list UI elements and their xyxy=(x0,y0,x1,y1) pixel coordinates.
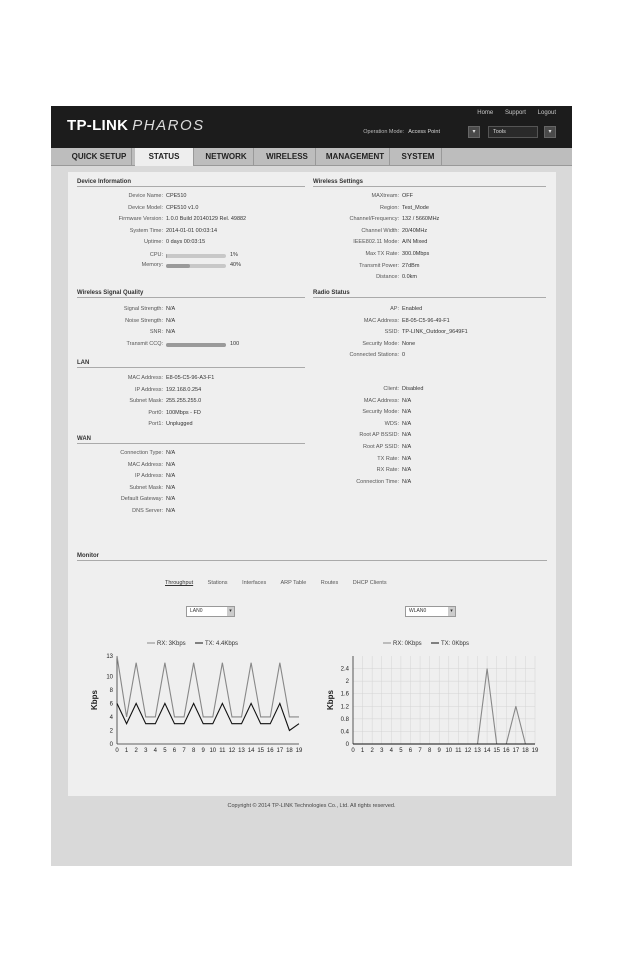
y-tick-label: 0.4 xyxy=(340,729,349,736)
lan-label: Port0: xyxy=(148,409,163,416)
x-tick-label: 15 xyxy=(493,748,501,754)
tab-management[interactable]: MANAGEMENT xyxy=(321,148,390,165)
transmit-ccq-label: Transmit CCQ: xyxy=(126,341,163,347)
device-info-label: Device Model: xyxy=(128,204,163,211)
x-tick-label: 2 xyxy=(134,748,138,754)
x-tick-label: 3 xyxy=(380,748,384,754)
signal-value: N/A xyxy=(166,317,176,324)
lan-value: 100Mbps - FD xyxy=(166,409,201,416)
client-value: N/A xyxy=(402,478,412,485)
x-tick-label: 18 xyxy=(522,748,529,754)
wireless-setting-value: Test_Mode xyxy=(402,204,429,211)
logout-link[interactable]: Logout xyxy=(537,110,556,116)
client-label: TX Rate: xyxy=(377,455,399,462)
x-tick-label: 11 xyxy=(219,748,226,754)
wireless-setting-label: Channel/Frequency: xyxy=(349,216,399,223)
section-title-device-info: Device Information xyxy=(77,179,305,187)
x-tick-label: 13 xyxy=(238,748,245,754)
client-value: N/A xyxy=(402,467,412,474)
y-tick-label: 10 xyxy=(106,674,113,681)
mode-label: Operation Mode: xyxy=(363,129,405,135)
wan-label: Default Gateway: xyxy=(120,496,163,503)
radio-status-value: Enabled xyxy=(402,306,423,312)
wireless-setting-label: Channel Width: xyxy=(361,227,399,234)
radio-status-label: SSID: xyxy=(384,329,399,336)
subtab-arp-table[interactable]: ARP Table xyxy=(280,580,307,586)
wireless-setting-value: 20/40MHz xyxy=(402,227,428,234)
signal-value: N/A xyxy=(166,329,176,336)
x-tick-label: 13 xyxy=(474,748,481,754)
device-info-label: Device Name: xyxy=(128,193,163,199)
x-tick-label: 1 xyxy=(360,748,365,754)
device-info-value: CPE510 xyxy=(166,193,187,199)
client-label: RX Rate: xyxy=(376,467,399,474)
radio-status-value: TP-LINK_Outdoor_9649F1 xyxy=(402,329,468,336)
y-tick-label: 2 xyxy=(109,728,113,735)
wireless-setting-label: Transmit Power: xyxy=(359,262,399,269)
y-tick-label: 2 xyxy=(345,679,349,686)
wan-value: N/A xyxy=(166,508,176,514)
wireless-setting-value: 132 / 5660MHz xyxy=(402,216,440,223)
wlan-select-value: WLAN0 xyxy=(409,608,427,614)
y-axis-label: Kbps xyxy=(90,690,99,710)
signal-label: SNR: xyxy=(149,329,163,336)
y-tick-label: 1.6 xyxy=(340,691,349,698)
transmit-ccq-bar xyxy=(166,343,226,347)
wan-label: MAC Address: xyxy=(127,461,163,468)
main-tabs xyxy=(51,148,572,166)
x-tick-label: 6 xyxy=(172,748,177,754)
x-tick-label: 14 xyxy=(247,748,255,754)
tools-dropdown-icon[interactable]: ▾ xyxy=(544,126,556,138)
radio-status-label: MAC Address: xyxy=(363,317,399,324)
radio-status-value: None xyxy=(402,340,416,347)
wireless-setting-label: Region: xyxy=(380,204,399,211)
cpu-bar xyxy=(166,254,226,258)
y-tick-label: 0 xyxy=(345,742,349,748)
logo-product: PHAROS xyxy=(132,117,205,134)
browser-frame xyxy=(51,106,572,866)
mode-dropdown-icon[interactable]: ▾ xyxy=(468,126,480,138)
x-tick-label: 0 xyxy=(115,748,119,754)
x-tick-label: 17 xyxy=(276,748,284,754)
section-title-wan: WAN xyxy=(77,436,305,444)
wan-label: DNS Server: xyxy=(132,508,163,514)
wlan-throughput-chart xyxy=(313,634,553,754)
subtab-interfaces[interactable]: Interfaces xyxy=(242,580,267,586)
device-info-value: 2014-01-01 00:03:14 xyxy=(166,227,218,234)
support-link[interactable]: Support xyxy=(504,110,526,116)
wan-value: N/A xyxy=(166,484,176,491)
footer-copyright: Copyright © 2014 TP-LINK Technologies Co., Ltd. All rights reserved. xyxy=(227,803,396,809)
subtab-throughput[interactable]: Throughput xyxy=(165,580,194,586)
cpu-bar-fill xyxy=(166,254,167,258)
monitor-subtabs xyxy=(165,580,400,586)
client-label: Client: xyxy=(383,386,399,392)
section-title-radio-status: Radio Status xyxy=(313,290,546,298)
y-tick-label: 1.2 xyxy=(340,704,349,711)
x-tick-label: 19 xyxy=(295,748,303,754)
section-title-monitor: Monitor xyxy=(77,553,547,561)
x-tick-label: 17 xyxy=(512,748,520,754)
device-info-value: CPE510 v1.0 xyxy=(166,204,199,211)
client-value: N/A xyxy=(402,409,412,416)
device-info-label: System Time: xyxy=(129,227,163,234)
y-tick-label: 0.8 xyxy=(340,716,349,723)
client-value: N/A xyxy=(402,397,412,404)
wan-value: N/A xyxy=(166,496,176,503)
transmit-ccq-bar-fill xyxy=(166,343,226,347)
x-tick-label: 12 xyxy=(464,748,472,754)
lan-value: E8-05-C5-96-A3-F1 xyxy=(166,375,215,381)
x-tick-label: 7 xyxy=(418,748,422,754)
section-title-wireless-settings: Wireless Settings xyxy=(313,179,546,187)
cpu-label: CPU: xyxy=(149,252,163,258)
x-tick-label: 18 xyxy=(286,748,293,754)
memory-label: Memory: xyxy=(141,262,163,268)
client-label: MAC Address: xyxy=(363,397,399,404)
signal-value: N/A xyxy=(166,306,176,312)
client-label: WDS: xyxy=(384,420,399,427)
wireless-setting-label: IEEE802.11 Mode: xyxy=(353,239,399,246)
x-tick-label: 15 xyxy=(257,748,265,754)
legend-label: RX: 0Kbps xyxy=(393,641,422,647)
client-label: Security Mode: xyxy=(362,409,399,416)
tab-wireless[interactable]: WIRELESS xyxy=(259,148,316,165)
x-tick-label: 4 xyxy=(153,748,157,754)
radio-status-label: Connected Stations: xyxy=(349,352,399,359)
section-title-signal-quality: Wireless Signal Quality xyxy=(77,290,305,298)
wan-label: Subnet Mask: xyxy=(129,484,163,491)
x-tick-label: 8 xyxy=(191,748,196,754)
radio-status-value: E8-05-C5-96-49-F1 xyxy=(402,317,450,324)
lan-label: Subnet Mask: xyxy=(129,398,163,405)
tab-quick-setup[interactable]: QUICK SETUP xyxy=(67,148,132,165)
top-links xyxy=(467,110,556,116)
wireless-setting-label: Distance: xyxy=(376,274,399,281)
series-line xyxy=(117,656,299,717)
legend-label: TX: 0Kbps xyxy=(441,641,470,647)
client-label: Root AP SSID: xyxy=(363,444,399,450)
client-label: Connection Time: xyxy=(356,478,399,485)
lan-label: IP Address: xyxy=(134,386,163,393)
wan-value: N/A xyxy=(166,450,176,456)
y-tick-label: 6 xyxy=(109,701,113,708)
legend-label: TX: 4.4Kbps xyxy=(205,641,239,647)
device-info-value: 0 days 00:03:15 xyxy=(166,239,206,246)
memory-value: 40% xyxy=(230,262,242,268)
chart-legend xyxy=(383,641,469,647)
wireless-setting-value: OFF xyxy=(402,193,413,199)
wireless-setting-label: MAXtream: xyxy=(371,193,399,199)
x-tick-label: 1 xyxy=(124,748,129,754)
lan-select-value: LAN0 xyxy=(190,608,203,614)
cpu-value: 1% xyxy=(230,252,238,258)
y-tick-label: 4 xyxy=(109,714,113,721)
client-value: N/A xyxy=(402,444,412,450)
wireless-setting-value: 0.0km xyxy=(402,274,417,281)
client-value: N/A xyxy=(402,432,412,439)
memory-bar-fill xyxy=(166,264,190,268)
radio-status-label: AP: xyxy=(390,306,399,312)
tab-status[interactable]: STATUS xyxy=(135,148,194,166)
logo-brand: TP-LINK xyxy=(67,117,129,134)
client-value: Disabled xyxy=(402,386,424,392)
chart-legend xyxy=(147,641,238,647)
x-tick-label: 14 xyxy=(483,748,491,754)
lan-interface-select[interactable] xyxy=(186,606,235,617)
x-tick-label: 2 xyxy=(370,748,374,754)
lan-label: Port1: xyxy=(148,421,163,428)
signal-label: Noise Strength: xyxy=(125,317,163,324)
x-tick-label: 5 xyxy=(399,748,403,754)
wan-label: Connection Type: xyxy=(120,450,163,456)
y-tick-label: 8 xyxy=(109,687,113,694)
signal-label: Signal Strength: xyxy=(123,306,163,312)
wan-value: N/A xyxy=(166,473,176,480)
mode-bar xyxy=(363,126,556,138)
top-header xyxy=(51,106,572,148)
subtab-stations[interactable]: Stations xyxy=(207,580,228,586)
wan-label: IP Address: xyxy=(134,473,163,480)
legend-label: RX: 3Kbps xyxy=(157,641,186,647)
lan-value: Unplugged xyxy=(166,421,193,428)
x-tick-label: 10 xyxy=(445,748,453,754)
y-tick-label: 13 xyxy=(106,654,113,660)
radio-status-label: Security Mode: xyxy=(362,340,399,347)
x-tick-label: 3 xyxy=(144,748,148,754)
y-tick-label: 2.4 xyxy=(340,666,349,673)
tab-network[interactable]: NETWORK xyxy=(199,148,254,165)
client-label: Root AP BSSID: xyxy=(359,432,399,439)
subtab-routes[interactable]: Routes xyxy=(320,580,339,586)
lan-throughput-chart xyxy=(77,634,317,754)
y-tick-label: 0 xyxy=(109,742,113,748)
subtab-dhcp-clients[interactable]: DHCP Clients xyxy=(352,580,387,586)
chevron-down-icon: ▾ xyxy=(227,607,234,616)
wireless-setting-label: Max TX Rate: xyxy=(365,251,399,257)
client-value: N/A xyxy=(402,420,412,427)
x-tick-label: 9 xyxy=(437,748,441,754)
wan-value: N/A xyxy=(166,461,176,468)
home-link[interactable]: Home xyxy=(477,110,494,116)
radio-status-value: 0 xyxy=(402,352,406,359)
chevron-down-icon: ▾ xyxy=(448,607,455,616)
memory-bar xyxy=(166,264,226,268)
section-title-lan: LAN xyxy=(77,360,305,368)
x-tick-label: 5 xyxy=(163,748,167,754)
lan-value: 255.255.255.0 xyxy=(166,398,202,405)
lan-value: 192.168.0.254 xyxy=(166,386,202,393)
device-info-label: Uptime: xyxy=(144,239,163,246)
tab-system[interactable]: SYSTEM xyxy=(395,148,442,165)
x-tick-label: 10 xyxy=(209,748,217,754)
status-content xyxy=(68,172,556,796)
x-tick-label: 7 xyxy=(182,748,186,754)
wlan-interface-select[interactable] xyxy=(405,606,456,617)
x-tick-label: 12 xyxy=(228,748,236,754)
wireless-setting-value: 300.0Mbps xyxy=(402,251,430,257)
mode-value[interactable]: Access Point xyxy=(408,129,440,135)
x-tick-label: 11 xyxy=(455,748,462,754)
x-tick-label: 4 xyxy=(389,748,393,754)
client-value: N/A xyxy=(402,455,412,462)
wireless-setting-value: 27dBm xyxy=(402,262,420,269)
lan-label: MAC Address: xyxy=(127,375,163,381)
x-tick-label: 8 xyxy=(427,748,432,754)
wireless-setting-value: A/N Mixed xyxy=(402,239,428,246)
x-tick-label: 19 xyxy=(531,748,539,754)
device-info-value: 1.0.0 Build 20140129 Rel. 49882 xyxy=(166,216,247,223)
x-tick-label: 16 xyxy=(266,748,274,754)
y-axis-label: Kbps xyxy=(326,690,335,710)
tools-select[interactable]: Tools xyxy=(488,126,538,138)
device-info-label: Firmware Version: xyxy=(118,216,163,223)
x-tick-label: 6 xyxy=(408,748,413,754)
x-tick-label: 16 xyxy=(502,748,510,754)
logo xyxy=(67,117,205,134)
x-tick-label: 9 xyxy=(201,748,205,754)
x-tick-label: 0 xyxy=(351,748,355,754)
transmit-ccq-value: 100 xyxy=(230,341,240,347)
